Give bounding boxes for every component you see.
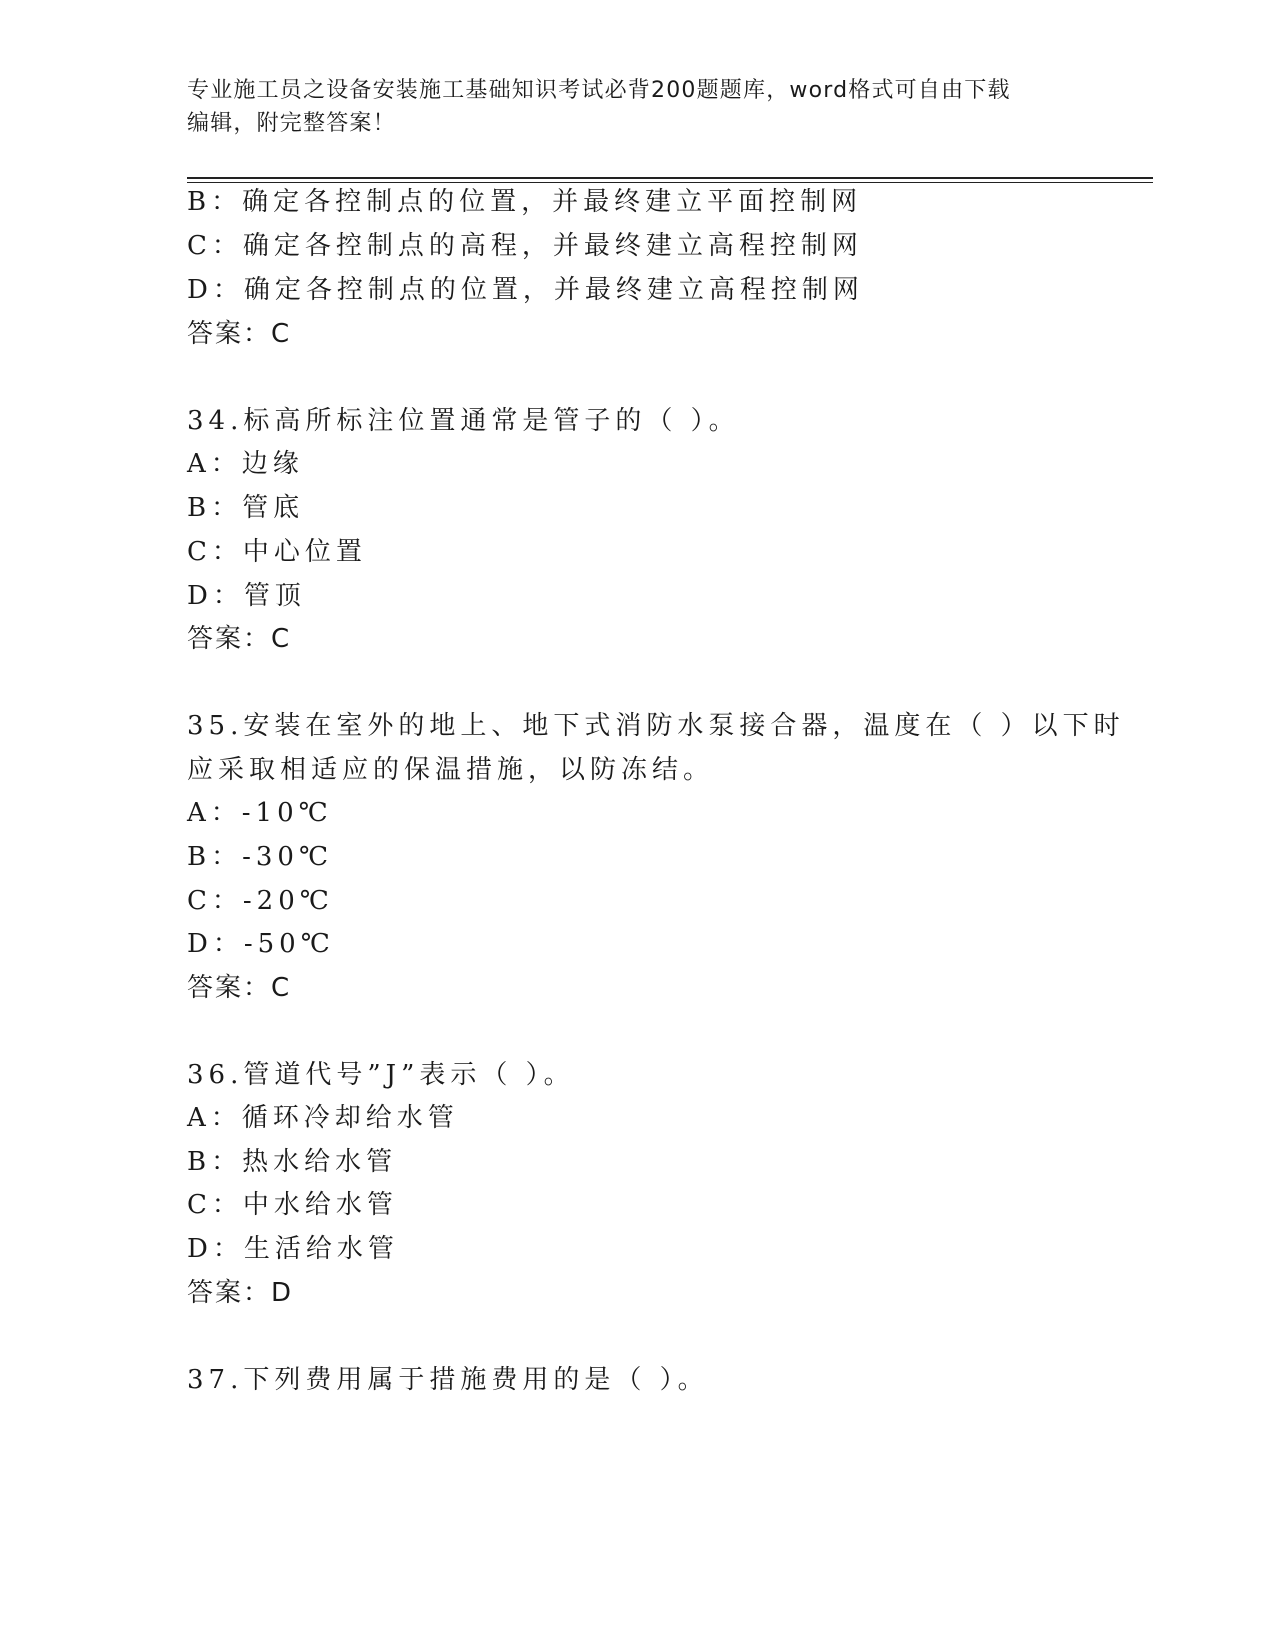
option-d: D：生活给水管 [187, 1234, 399, 1264]
option-d: D：-50℃ [187, 929, 335, 959]
question-37: 37.下列费用属于措施费用的是（ ）。 [187, 1365, 709, 1395]
option-c: C：-20℃ [187, 886, 334, 916]
option-b: B：管底 [187, 493, 305, 523]
header-line-2: 编辑，附完整答案！ [187, 111, 396, 136]
option-d: D：确定各控制点的位置，并最终建立高程控制网 [187, 275, 864, 305]
answer: 答案：C [187, 973, 292, 1003]
option-b: B：-30℃ [187, 842, 334, 872]
header-line-1: 专业施工员之设备安装施工基础知识考试必背200题题库，word格式可自由下载 [187, 78, 1011, 103]
option-c: C：确定各控制点的高程，并最终建立高程控制网 [187, 231, 863, 261]
question-35: 35.安装在室外的地上、地下式消防水泵接合器，温度在（ ）以下时 [187, 711, 1125, 741]
option-c: C：中心位置 [187, 537, 367, 567]
question-34: 34.标高所标注位置通常是管子的（ ）。 [187, 406, 740, 436]
header-divider-thin [187, 182, 1153, 183]
option-d: D：管顶 [187, 581, 306, 611]
option-a: A：循环冷却给水管 [187, 1103, 459, 1133]
option-b: B：确定各控制点的位置，并最终建立平面控制网 [187, 187, 863, 217]
option-c: C：中水给水管 [187, 1190, 398, 1220]
option-a: A：边缘 [187, 449, 304, 479]
header-divider-thick [187, 177, 1153, 179]
question-35-continued: 应采取相适应的保温措施，以防冻结。 [187, 755, 715, 785]
question-36: 36.管道代号”J”表示（ ）。 [187, 1060, 575, 1090]
answer: 答案：C [187, 624, 292, 654]
answer: 答案：C [187, 319, 292, 349]
document-header [187, 74, 1067, 140]
option-b: B：热水给水管 [187, 1147, 398, 1177]
option-a: A：-10℃ [187, 798, 333, 828]
answer: 答案：D [187, 1278, 294, 1308]
